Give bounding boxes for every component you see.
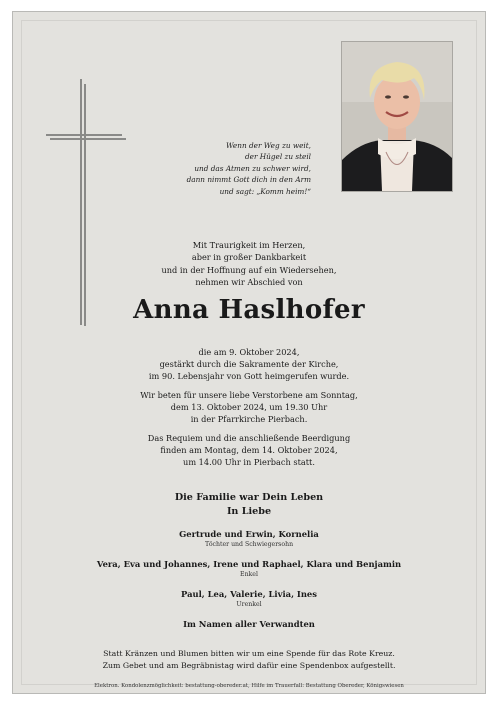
- mourner-group: [13, 559, 485, 579]
- poem-line: und das Atmen zu schwer wird,: [194, 163, 311, 173]
- portrait-photo: [341, 41, 453, 192]
- mourner-relation: Enkel: [240, 571, 258, 578]
- requiem-info-line: Das Requiem und die anschließende Beerdigung: [147, 433, 351, 443]
- poem: [131, 140, 311, 197]
- poem-line: der Hügel zu steil: [244, 152, 311, 162]
- intro-line: aber in großer Dankbarkeit: [191, 252, 307, 263]
- closing-line: Statt Kränzen und Blumen bitten wir um eine Spende für das Rote Kreuz.: [103, 649, 395, 658]
- deceased-name: Anna Haslhofer: [133, 295, 365, 325]
- death-info-line: die am 9. Oktober 2024,: [198, 347, 300, 357]
- family-title-line: In Liebe: [226, 505, 272, 517]
- requiem-info: [13, 432, 485, 468]
- poem-line: dann nimmt Gott dich in den Arm: [186, 175, 311, 185]
- prayer-info-line: dem 13. Oktober 2024, um 19.30 Uhr: [170, 402, 328, 413]
- family-title: [13, 491, 485, 518]
- mourner-names: Gertrude und Erwin, Kornelia: [179, 529, 319, 539]
- prayer-info: [13, 389, 485, 425]
- intro-line: und in der Hoffnung auf ein Wiedersehen,: [161, 264, 337, 275]
- prayer-info-line: Wir beten für unsere liebe Verstorbene am Sonntag,: [140, 390, 358, 400]
- poem-line: und sagt: „Komm heim!“: [219, 186, 311, 196]
- prayer-info-line: in der Pfarrkirche Pierbach.: [190, 414, 308, 425]
- closing-line: Zum Gebet und am Begräbnistag wird dafür eine Spendenbox aufgestellt.: [102, 660, 396, 670]
- obituary-card: [12, 11, 486, 694]
- death-info: [13, 346, 485, 382]
- requiem-info-line: finden am Montag, dem 14. Oktober 2024,: [160, 445, 338, 456]
- footer-note: Elektron. Kondolenzmöglichkeit: bestattung-obereder.at, Hilfe im Trauerfall: Bestattung Obereder, Königswiesen: [94, 683, 404, 689]
- mourner-group: [13, 529, 485, 549]
- mourner-group: [13, 589, 485, 609]
- intro-line: Mit Traurigkeit im Herzen,: [192, 240, 306, 250]
- mourner-relation: Töchter und Schwiegersohn: [204, 541, 294, 548]
- intro-line: nehmen wir Abschied von: [195, 276, 303, 287]
- relatives-line: Im Namen aller Verwandten: [183, 619, 315, 629]
- family-title-line: Die Familie war Dein Leben: [174, 492, 324, 503]
- intro-text: [13, 239, 485, 288]
- mourner-names: Paul, Lea, Valerie, Livia, Ines: [181, 589, 317, 599]
- poem-line: Wenn der Weg zu weit,: [226, 141, 311, 150]
- death-info-line: gestärkt durch die Sakramente der Kirche,: [159, 359, 339, 370]
- closing-note: [13, 648, 485, 671]
- death-info-line: im 90. Lebensjahr von Gott heimgerufen wurde.: [148, 371, 350, 382]
- mourner-relation: Urenkel: [236, 601, 262, 608]
- requiem-info-line: um 14.00 Uhr in Pierbach statt.: [183, 457, 315, 468]
- mourner-names: Vera, Eva und Johannes, Irene und Raphael, Klara und Benjamin: [96, 559, 402, 569]
